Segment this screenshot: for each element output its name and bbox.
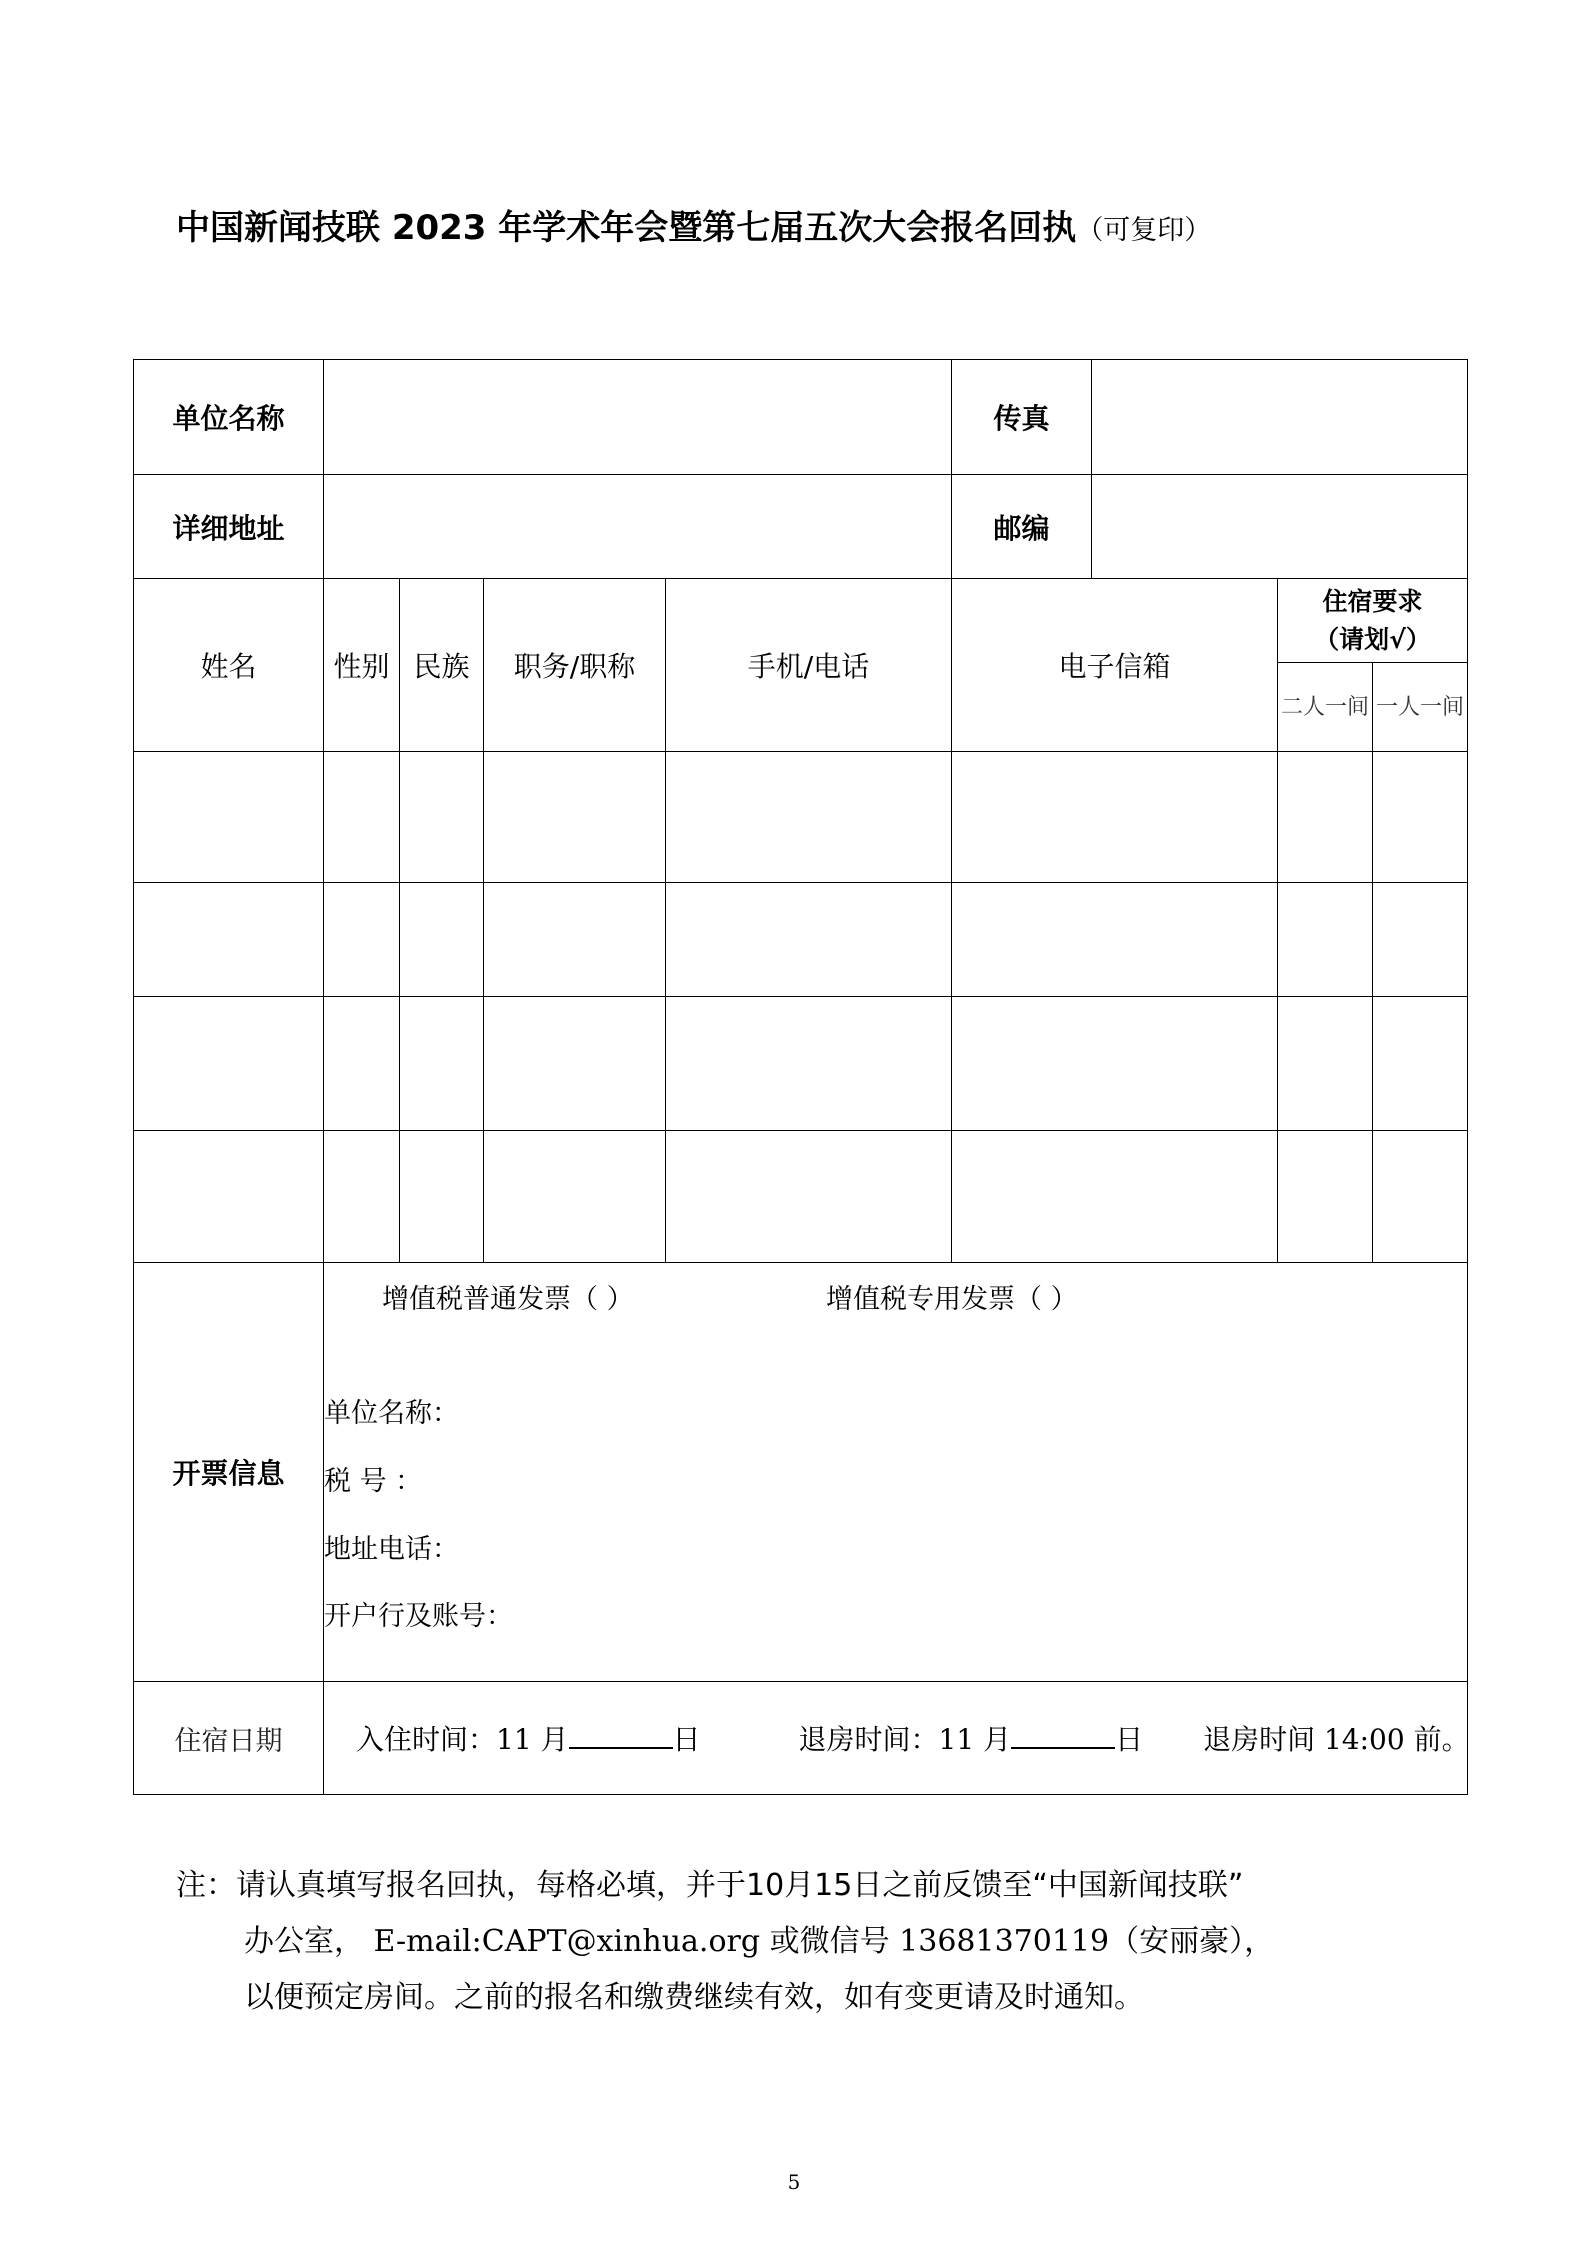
header-position: 职务/职称 — [484, 579, 666, 752]
checkout-time-note: 退房时间 14:00 前。 — [1203, 1723, 1470, 1756]
address-field[interactable] — [324, 475, 952, 579]
unit-name-field[interactable] — [324, 360, 952, 475]
header-phone: 手机/电话 — [666, 579, 952, 752]
cell-email[interactable] — [952, 883, 1278, 997]
cell-double-room[interactable] — [1278, 997, 1373, 1131]
cell-position[interactable] — [484, 1131, 666, 1263]
invoice-address-phone-label: 地址电话： — [324, 1534, 459, 1565]
cell-position[interactable] — [484, 752, 666, 883]
cell-gender[interactable] — [324, 883, 400, 997]
cell-gender[interactable] — [324, 997, 400, 1131]
header-name: 姓名 — [134, 579, 324, 752]
invoice-label: 开票信息 — [134, 1263, 324, 1682]
checkout-day-suffix: 日 — [1115, 1723, 1144, 1756]
header-ethnicity: 民族 — [400, 579, 484, 752]
cell-ethnicity[interactable] — [400, 997, 484, 1131]
postcode-field[interactable] — [1092, 475, 1468, 579]
invoice-type-special[interactable]: 增值税专用发票（ ） — [826, 1284, 1078, 1315]
cell-gender[interactable] — [324, 1131, 400, 1263]
checkin-day-suffix: 日 — [672, 1723, 701, 1756]
table-row — [134, 883, 1468, 997]
cell-gender[interactable] — [324, 752, 400, 883]
cell-email[interactable] — [952, 752, 1278, 883]
header-double-room: 二人一间 — [1278, 663, 1373, 752]
invoice-tax-no-label: 税 号 ： — [324, 1466, 423, 1497]
stay-date-field — [324, 1682, 1468, 1795]
invoice-type-normal[interactable]: 增值税普通发票（ ） — [382, 1284, 634, 1315]
table-row — [134, 997, 1468, 1131]
cell-name[interactable] — [134, 997, 324, 1131]
page-number: 5 — [787, 2170, 801, 2194]
note-line-2: 办公室， E-mail:CAPT@xinhua.org 或微信号 13681370119（安丽豪）， — [244, 1924, 1275, 1959]
note-line-1: 注：请认真填写报名回执，每格必填，并于10月15日之前反馈至“中国新闻技联” — [176, 1868, 1244, 1903]
header-gender: 性别 — [324, 579, 400, 752]
note-line-3: 以便预定房间。之前的报名和缴费继续有效，如有变更请及时通知。 — [244, 1980, 1144, 2015]
cell-double-room[interactable] — [1278, 752, 1373, 883]
header-single-room: 一人一间 — [1373, 663, 1468, 752]
address-label: 详细地址 — [134, 475, 324, 579]
fax-field[interactable] — [1092, 360, 1468, 475]
cell-position[interactable] — [484, 883, 666, 997]
registration-form — [133, 359, 1468, 1795]
fax-label: 传真 — [952, 360, 1092, 475]
cell-single-room[interactable] — [1373, 752, 1468, 883]
cell-name[interactable] — [134, 752, 324, 883]
cell-double-room[interactable] — [1278, 883, 1373, 997]
cell-ethnicity[interactable] — [400, 883, 484, 997]
cell-single-room[interactable] — [1373, 997, 1468, 1131]
cell-phone[interactable] — [666, 997, 952, 1131]
cell-double-room[interactable] — [1278, 1131, 1373, 1263]
cell-position[interactable] — [484, 997, 666, 1131]
header-lodging — [1278, 579, 1468, 663]
cell-ethnicity[interactable] — [400, 1131, 484, 1263]
registration-note — [176, 1858, 1436, 2026]
cell-single-room[interactable] — [1373, 1131, 1468, 1263]
cell-email[interactable] — [952, 997, 1278, 1131]
title-main: 中国新闻技联 2023 年学术年会暨第七届五次大会报名回执 — [176, 208, 1077, 248]
lodging-title: 住宿要求 — [1322, 586, 1423, 616]
header-email: 电子信箱 — [952, 579, 1278, 752]
unit-name-label: 单位名称 — [134, 360, 324, 475]
title-sub: （可复印） — [1076, 215, 1212, 246]
invoice-bank-account-label: 开户行及账号： — [324, 1601, 513, 1632]
stay-date-label: 住宿日期 — [134, 1682, 324, 1795]
cell-name[interactable] — [134, 883, 324, 997]
cell-phone[interactable] — [666, 752, 952, 883]
cell-name[interactable] — [134, 1131, 324, 1263]
lodging-hint: （请划√） — [1314, 624, 1431, 654]
checkout-label: 退房时间：11 月 — [798, 1723, 1012, 1756]
page-title — [0, 200, 1588, 249]
invoice-unit-name-label: 单位名称： — [324, 1398, 459, 1429]
cell-phone[interactable] — [666, 1131, 952, 1263]
invoice-info-field[interactable] — [324, 1263, 1468, 1682]
table-row — [134, 752, 1468, 883]
checkin-day-input[interactable] — [569, 1721, 673, 1749]
postcode-label: 邮编 — [952, 475, 1092, 579]
checkout-day-input[interactable] — [1011, 1721, 1115, 1749]
cell-phone[interactable] — [666, 883, 952, 997]
cell-ethnicity[interactable] — [400, 752, 484, 883]
cell-single-room[interactable] — [1373, 883, 1468, 997]
cell-email[interactable] — [952, 1131, 1278, 1263]
table-row — [134, 1131, 1468, 1263]
checkin-label: 入住时间：11 月 — [356, 1723, 569, 1756]
